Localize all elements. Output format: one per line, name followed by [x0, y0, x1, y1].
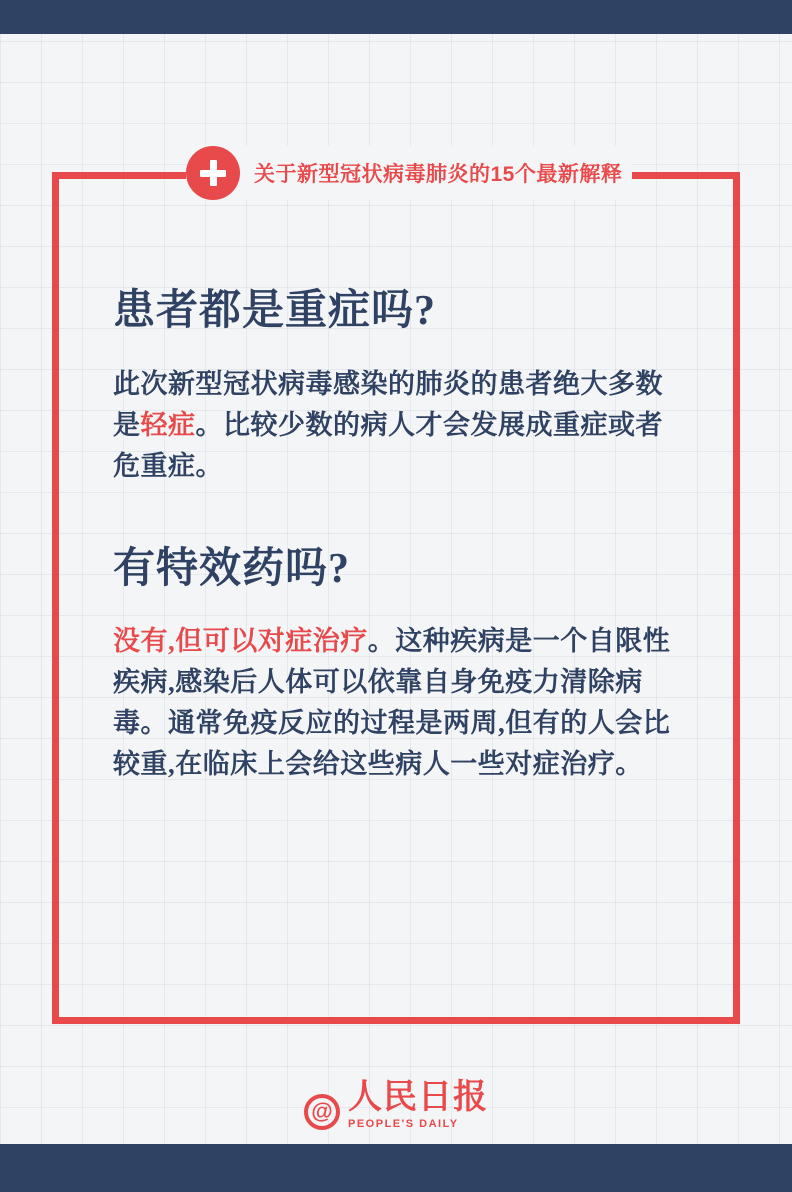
- answer-segment: 此次新型冠状病毒感染的肺炎的患者绝大多数是: [113, 368, 663, 440]
- qa-block: [113, 285, 683, 487]
- answer-highlight: 没有,但可以对症治疗: [113, 626, 368, 657]
- answer-segment: 。这种疾病是一个自限性疾病,感染后人体可以依靠自身免疫力清除病毒。通常免疫反应的过程是两周,但有的人会比较重,在临床上会给这些病人一些对症治疗。: [113, 626, 671, 780]
- qa-block: [113, 543, 683, 786]
- answer-segment: 。比较少数的病人才会发展成重症或者危重症。: [113, 409, 663, 481]
- bottom-bar: [0, 1144, 792, 1192]
- publisher-logo: [0, 1081, 792, 1130]
- publisher-name-wrap: [348, 1081, 488, 1130]
- answer-text: [113, 364, 683, 487]
- top-bar: [0, 0, 792, 34]
- question-title: 有特效药吗?: [113, 545, 351, 592]
- publisher-name-en: PEOPLE'S DAILY: [348, 1118, 459, 1130]
- answer-text: [113, 621, 683, 785]
- qa-content: [113, 285, 683, 785]
- publisher-name-cn: 人民日报: [348, 1079, 488, 1116]
- red-cross-icon: [186, 146, 240, 200]
- question-title: 患者都是重症吗?: [113, 288, 437, 334]
- poster-header: [186, 146, 632, 200]
- answer-highlight: 轻症: [140, 409, 196, 440]
- header-title: 关于新型冠状病毒肺炎的15个最新解释: [254, 163, 623, 186]
- at-sign-icon: [304, 1094, 340, 1130]
